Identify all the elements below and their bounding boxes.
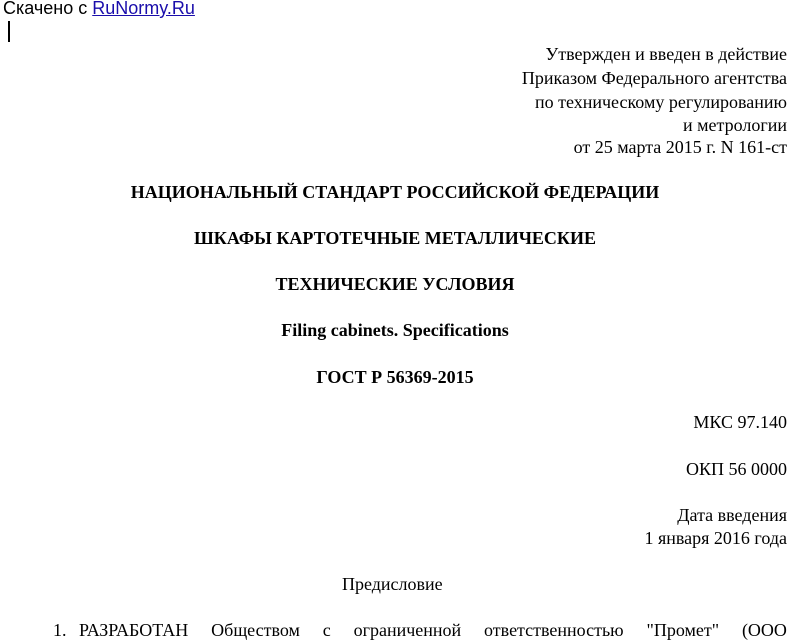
intro-date-value: 1 января 2016 года <box>644 528 787 548</box>
english-title: Filing cabinets. Specifications <box>281 320 509 340</box>
word: "Промет" <box>646 620 720 640</box>
source-line <box>3 0 195 19</box>
mks-code: МКС 97.140 <box>693 412 787 432</box>
gost-code: ГОСТ Р 56369-2015 <box>316 367 474 387</box>
foreword-heading: Предисловие <box>342 574 443 594</box>
source-link[interactable]: RuNormy.Ru <box>92 0 195 18</box>
approval-line-3: по техническому регулированию <box>534 92 787 112</box>
standard-title: НАЦИОНАЛЬНЫЙ СТАНДАРТ РОССИЙСКОЙ ФЕДЕРАЦИИ <box>130 182 660 202</box>
intro-date-label: Дата введения <box>677 505 787 525</box>
word: ограниченной <box>353 620 462 640</box>
subject-title: ШКАФЫ КАРТОТЕЧНЫЕ МЕТАЛЛИЧЕСКИЕ <box>194 228 596 248</box>
approval-line-2: Приказом Федерального агентства <box>521 68 787 88</box>
word: (ООО <box>741 620 787 640</box>
text-cursor <box>8 21 10 42</box>
word: ответственностью <box>484 620 624 640</box>
approval-line-5: от 25 марта 2015 г. N 161-ст <box>573 137 787 157</box>
word: с <box>322 620 331 640</box>
okp-code: ОКП 56 0000 <box>685 459 787 479</box>
spec-title: ТЕХНИЧЕСКИЕ УСЛОВИЯ <box>275 274 515 294</box>
source-prefix: Скачено с <box>3 0 93 18</box>
foreword-item-number: 1. <box>53 620 67 640</box>
foreword-item-1 <box>79 619 787 641</box>
approval-line-4: и метрологии <box>683 115 787 135</box>
approval-line-1: Утвержден и введен в действие <box>545 44 787 64</box>
word: Обществом <box>211 620 300 640</box>
word: РАЗРАБОТАН <box>79 620 189 640</box>
